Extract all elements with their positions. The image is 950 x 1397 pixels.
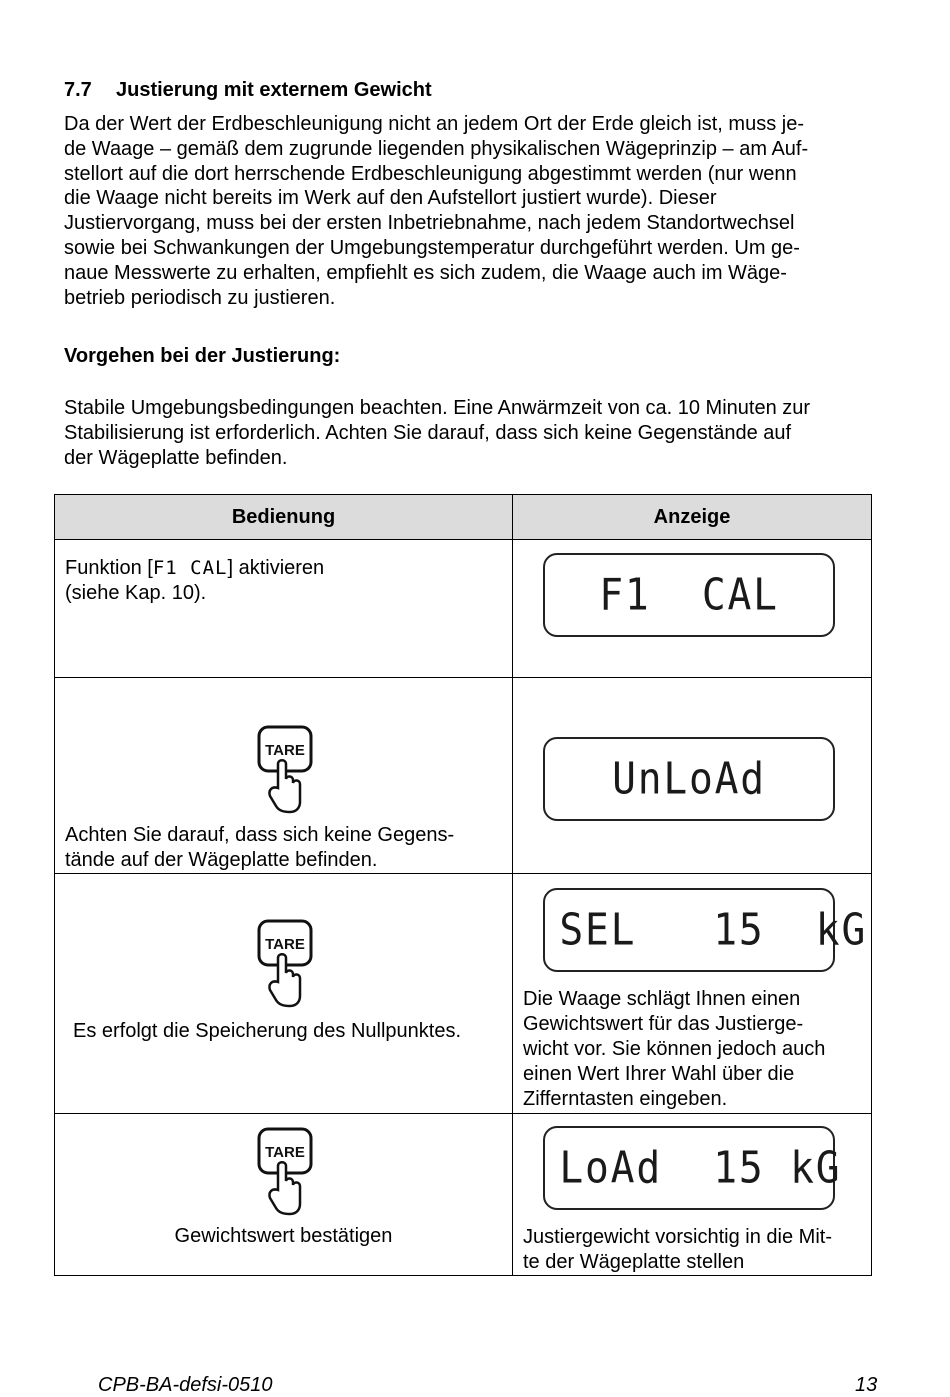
display-note-line: Gewichtswert für das Justierge- (523, 1013, 804, 1035)
display-cell (513, 874, 872, 1114)
display-note-line: Justiergewicht vorsichtig in die Mit- (523, 1226, 832, 1248)
display-note-line: einen Wert Ihrer Wahl über die (523, 1063, 795, 1085)
lcd-display (543, 737, 835, 821)
lcd-readout: SEL 15 kG (559, 904, 868, 956)
operation-line: (siehe Kap. 10). (65, 582, 207, 604)
intro-paragraph (64, 112, 874, 310)
function-code: F1 CAL (152, 557, 228, 579)
col-header-operation: Bedienung (55, 495, 513, 540)
display-note-line: Zifferntasten eingeben. (523, 1088, 728, 1110)
intro-line: de Waage – gemäß dem zugrunde liegenden physikalischen Wägeprinzip – am Auf- (64, 137, 809, 160)
table-header-row (55, 495, 872, 540)
intro-line: sowie bei Schwankungen der Umgebungstemperatur durchgeführt werden. Um ge- (64, 236, 800, 259)
tare-key-label: TARE (265, 742, 305, 759)
section-title: Justierung mit externem Gewicht (116, 79, 432, 101)
operation-line: Gewichtswert bestätigen (174, 1225, 393, 1247)
intro-line: die Waage nicht bereits im Werk auf den Aufstellort justiert wurde). Dieser (64, 187, 717, 210)
lcd-readout: LoAd 15 kG (559, 1142, 842, 1194)
display-note-line: wicht vor. Sie können jedoch auch (523, 1038, 826, 1060)
operation-line: tände auf der Wägeplatte befinden. (65, 849, 378, 871)
prep-line: der Wägeplatte befinden. (64, 447, 288, 469)
operation-text (73, 1019, 461, 1044)
prep-paragraph (64, 396, 810, 471)
operation-prefix: Funktion [ (65, 557, 153, 579)
table-row (55, 678, 872, 874)
table-row (55, 540, 872, 678)
operation-line: Achten Sie darauf, dass sich keine Gegens- (65, 824, 455, 846)
tare-key-icon (256, 724, 314, 814)
operation-cell (55, 540, 513, 678)
intro-line: betrieb periodisch zu justieren. (64, 286, 336, 309)
procedure-table (54, 494, 872, 1276)
operation-cell (55, 1114, 513, 1276)
operation-cell (55, 874, 513, 1114)
operation-text (65, 823, 454, 873)
display-note-line: te der Wägeplatte stellen (523, 1251, 745, 1273)
procedure-heading: Vorgehen bei der Justierung: (64, 345, 341, 367)
intro-line: Da der Wert der Erdbeschleunigung nicht an jedem Ort der Erde gleich ist, muss je- (64, 113, 804, 135)
operation-text (65, 556, 324, 606)
intro-line: Justiervorgang, muss bei der ersten Inbetriebnahme, nach jedem Standortwechsel (64, 212, 795, 235)
prep-line: Stabilisierung ist erforderlich. Achten Sie darauf, dass sich keine Gegenstände auf (64, 422, 792, 444)
display-note (523, 1225, 832, 1275)
display-note-line: Die Waage schlägt Ihnen einen (523, 988, 801, 1010)
lcd-display (543, 553, 835, 637)
intro-line: naue Messwerte zu erhalten, empfiehlt es sich zudem, die Waage auch im Wäge- (64, 261, 787, 284)
footer-doc-id: CPB-BA-defsi-0510 (98, 1374, 273, 1396)
tare-key-label: TARE (265, 936, 305, 953)
tare-key-label: TARE (265, 1144, 305, 1161)
tare-key-icon (256, 918, 314, 1008)
operation-cell (55, 678, 513, 874)
col-header-display: Anzeige (513, 495, 872, 540)
operation-line: Es erfolgt die Speicherung des Nullpunktes. (73, 1020, 462, 1042)
section-number: 7.7 (64, 79, 92, 101)
intro-line: stellort auf die dort herrschende Erdbeschleunigung abgestimmt werden (nur wenn (64, 162, 797, 185)
display-note (523, 987, 825, 1112)
lcd-display (543, 888, 868, 972)
lcd-readout: UnLoAd (612, 753, 766, 805)
tare-key-icon (256, 1126, 314, 1216)
prep-line: Stabile Umgebungsbedingungen beachten. Eine Anwärmzeit von ca. 10 Minuten zur (64, 397, 811, 419)
display-cell (513, 678, 872, 874)
display-cell (513, 1114, 872, 1276)
lcd-display (543, 1126, 842, 1210)
display-cell (513, 540, 872, 678)
operation-text (55, 1224, 512, 1249)
operation-suffix: ] aktivieren (227, 557, 325, 579)
footer-page-number: 13 (855, 1374, 878, 1396)
table-row (55, 874, 872, 1114)
lcd-readout: F1 CAL (599, 569, 779, 621)
table-row (55, 1114, 872, 1276)
section-heading (64, 79, 432, 102)
